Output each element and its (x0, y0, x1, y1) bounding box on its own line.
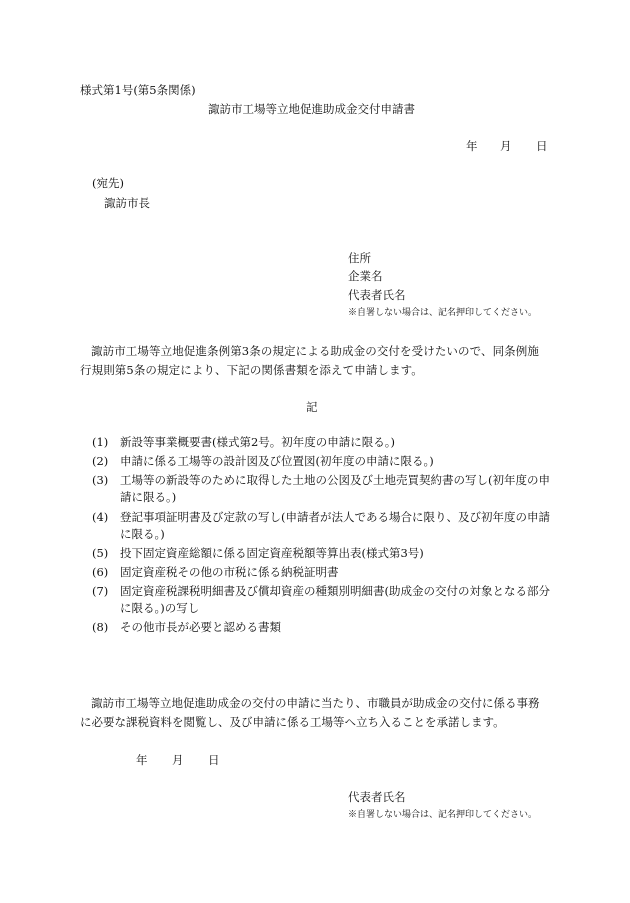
date-month-label: 月 (172, 753, 184, 767)
applicant-company-label: 企業名 (348, 269, 383, 283)
list-item-text: その他市長が必要と認める書類 (120, 620, 281, 635)
signature-representative-label: 代表者氏名 (348, 790, 406, 804)
document-title: 諏訪市工場等立地促進助成金交付申請書 (208, 102, 415, 116)
list-item (92, 434, 550, 451)
list-item-number: (8) (92, 620, 109, 635)
list-item-number: (6) (92, 564, 109, 579)
list-item-text: 登記事項証明書及び定款の写し(申請者が法人である場合に限り、及び初年度の申請に限る。) (120, 509, 550, 541)
list-item (92, 564, 550, 581)
applicant-address-label: 住所 (348, 251, 371, 265)
form-number: 様式第1号(第5条関係) (80, 83, 196, 97)
date-month-label: 月 (500, 139, 512, 153)
request-paragraph: 諏訪市工場等立地促進条例第3条の規定による助成金の交付を受けたいので、同条例施行規則第5条の規定により、下記の関係書類を添えて申請します。 (80, 344, 539, 377)
applicant-seal-note: ※自署しない場合は、記名押印してください。 (348, 308, 538, 318)
addressee-label: (宛先) (92, 176, 124, 190)
date-year-label: 年 (136, 753, 148, 767)
list-item-text: 申請に係る工場等の設計図及び位置図(初年度の申請に限る。) (120, 454, 434, 469)
list-item-number: (5) (92, 545, 109, 560)
list-item (92, 509, 550, 543)
list-item-number: (3) (92, 473, 109, 488)
list-item-number: (4) (92, 509, 109, 524)
list-item-number: (1) (92, 435, 109, 449)
document-list (92, 434, 550, 639)
list-item-text: 新設等事業概要書(様式第2号。初年度の申請に限る。) (120, 435, 396, 449)
record-heading: 記 (306, 400, 318, 414)
list-item (92, 472, 550, 506)
consent-paragraph: 諏訪市工場等立地促進助成金の交付の申請に当たり、市職員が助成金の交付に係る事務に必要な課税資料を閲覧し、及び申請に係る工場等へ立ち入ることを承諾します。 (80, 696, 540, 729)
signature-seal-note: ※自署しない場合は、記名押印してください。 (348, 810, 538, 820)
date-day-label: 日 (536, 139, 548, 153)
list-item (92, 619, 550, 636)
list-item-text: 固定資産税課税明細書及び償却資産の種類別明細書(助成金の交付の対象となる部分に限る。)の写し (120, 584, 550, 616)
list-item-text: 工場等の新設等のために取得した土地の公図及び土地売買契約書の写し(初年度の申請に限る。) (120, 473, 550, 505)
list-item (92, 453, 550, 470)
list-item-text: 投下固定資産総額に係る固定資産税額等算出表(様式第3号) (120, 545, 424, 560)
list-item-number: (7) (92, 584, 109, 599)
list-item (92, 583, 550, 617)
recipient-name: 諏訪市長 (104, 196, 150, 210)
applicant-representative-label: 代表者氏名 (348, 288, 406, 302)
date-day-label: 日 (208, 753, 220, 767)
list-item-number: (2) (92, 454, 109, 469)
list-item (92, 545, 550, 562)
date-year-label: 年 (466, 139, 478, 153)
list-item-text: 固定資産税その他の市税に係る納税証明書 (120, 564, 339, 579)
